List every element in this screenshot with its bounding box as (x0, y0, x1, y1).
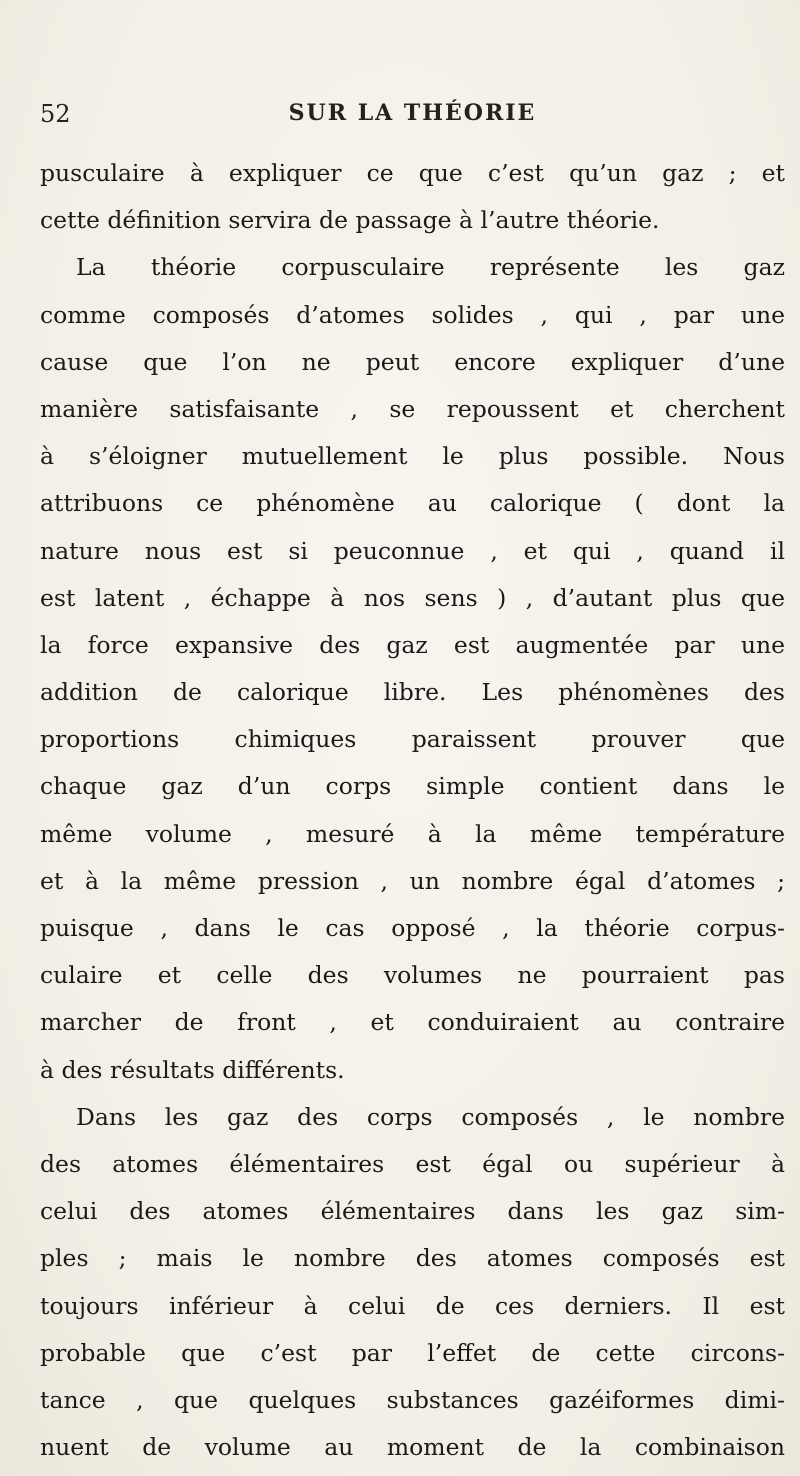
text-line: la force expansive des gaz est augmentée par une (40, 630, 785, 659)
text-line: est latent , échappe à nos sens ) , d’autant plus que (40, 583, 785, 612)
text-line: nuent de volume au moment de la combinaison (40, 1433, 785, 1462)
text-line: comme composés d’atomes solides , qui , par une (40, 300, 785, 329)
running-head: SUR LA THÉORIE (288, 100, 537, 126)
text-line: toujours inférieur à celui de ces derniers. Il est (40, 1291, 785, 1320)
text-line: même volume , mesuré à la même température (40, 819, 785, 848)
text-line: ples ; mais le nombre des atomes composés est (40, 1244, 785, 1273)
body-text (40, 150, 785, 1471)
text-line: nature nous est si peuconnue , et qui , quand il (40, 536, 785, 565)
text-line: celui des atomes élémentaires dans les gaz sim- (40, 1197, 785, 1226)
text-line: Dans les gaz des corps composés , le nombre (76, 1102, 785, 1131)
text-line: proportions chimiques paraissent prouver que (40, 725, 785, 754)
page-number: 52 (40, 100, 71, 128)
text-line: cause que l’on ne peut encore expliquer d’une (40, 347, 785, 376)
text-line: culaire et celle des volumes ne pourraient pas (40, 961, 785, 990)
text-line: attribuons ce phénomène au calorique ( dont la (40, 489, 785, 518)
text-line: pusculaire à expliquer ce que c’est qu’un gaz ; et (40, 159, 785, 187)
text-line: La théorie corpusculaire représente les gaz (76, 253, 785, 282)
text-line: tance , que quelques substances gazéiformes dimi- (40, 1385, 785, 1414)
text-line: probable que c’est par l’effet de cette circons- (40, 1338, 785, 1367)
text-line: marcher de front , et conduiraient au contraire (40, 1008, 785, 1037)
text-line: cette définition servira de passage à l’autre théorie. (40, 206, 660, 235)
text-line: chaque gaz d’un corps simple contient dans le (40, 772, 785, 801)
text-line: des atomes élémentaires est égal ou supérieur à (40, 1149, 785, 1178)
text-line: à des résultats différents. (40, 1055, 345, 1084)
text-line: et à la même pression , un nombre égal d’atomes ; (40, 866, 785, 895)
text-line: à s’éloigner mutuellement le plus possible. Nous (40, 442, 785, 471)
text-line: addition de calorique libre. Les phénomènes des (40, 678, 785, 707)
text-line: manière satisfaisante , se repoussent et cherchent (40, 394, 785, 423)
text-line: puisque , dans le cas opposé , la théorie corpus- (40, 914, 785, 942)
page-header (40, 100, 785, 140)
